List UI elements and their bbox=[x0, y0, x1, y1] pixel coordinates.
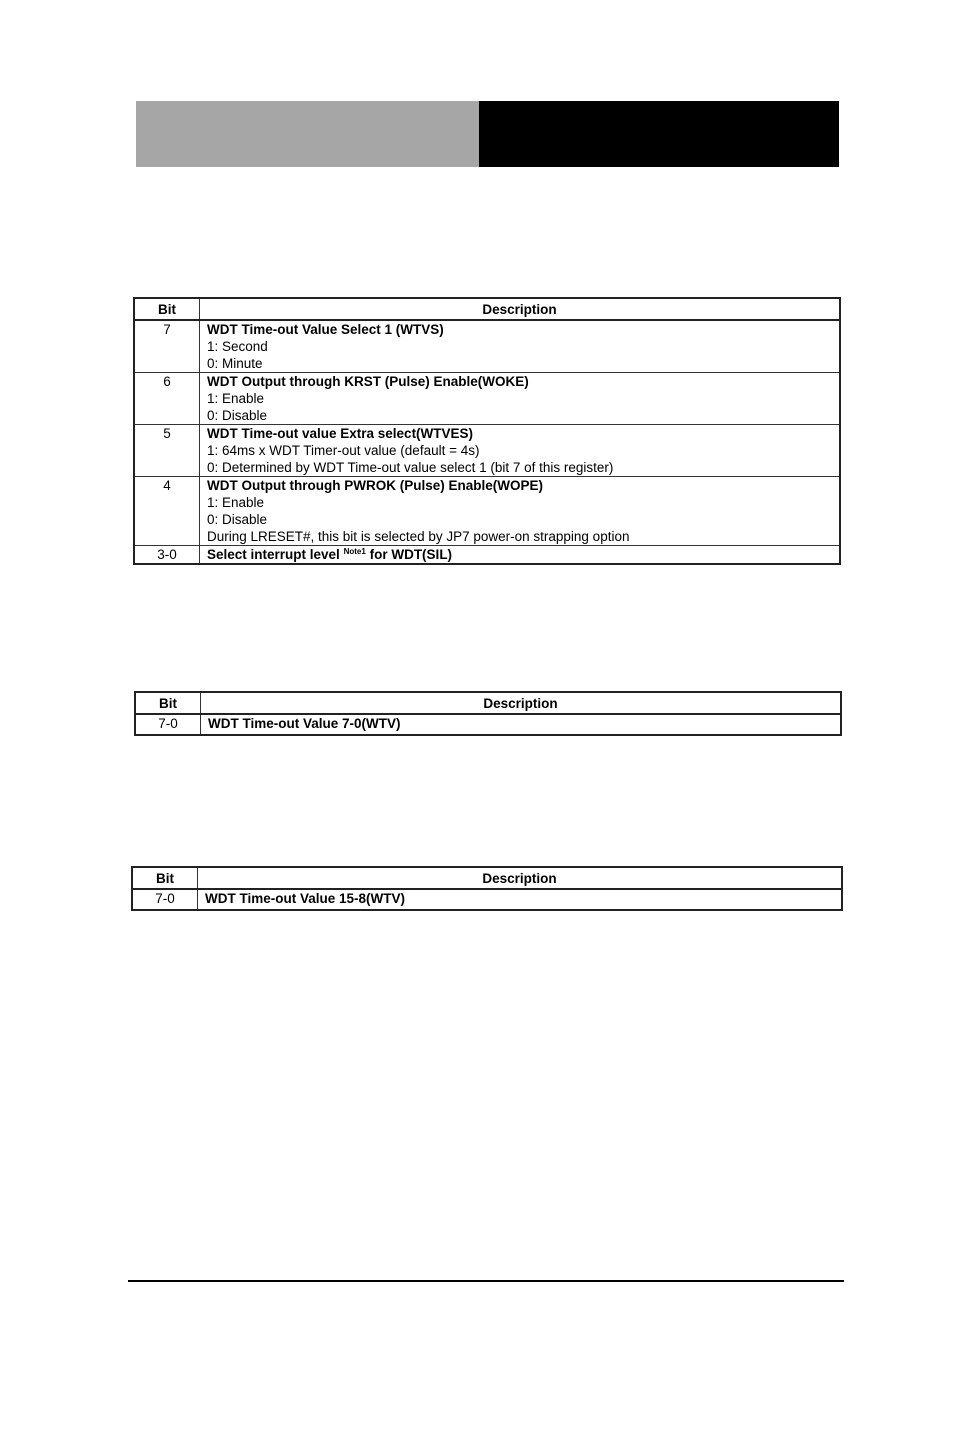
description-title: WDT Time-out Value Select 1 (WTVS) bbox=[207, 322, 444, 337]
title-text: for WDT(SIL) bbox=[369, 547, 453, 562]
description-line: 1: Second bbox=[207, 339, 268, 354]
table-row bbox=[134, 425, 840, 477]
description-cell bbox=[198, 889, 843, 910]
description-cell bbox=[200, 477, 841, 546]
description-cell bbox=[200, 546, 841, 565]
description-cell bbox=[201, 714, 842, 735]
description-cell bbox=[200, 373, 841, 425]
bit-cell: 5 bbox=[134, 425, 200, 477]
column-header-description: Description bbox=[198, 867, 843, 889]
register-table-3 bbox=[131, 866, 843, 911]
bit-cell: 4 bbox=[134, 477, 200, 546]
description-cell bbox=[200, 425, 841, 477]
description-title: WDT Time-out value Extra select(WTVES) bbox=[207, 426, 474, 441]
bit-cell: 3-0 bbox=[134, 546, 200, 565]
column-header-description: Description bbox=[200, 298, 841, 320]
description-title: WDT Time-out Value 15-8(WTV) bbox=[205, 891, 406, 906]
column-header-description: Description bbox=[201, 692, 842, 714]
title-text: Select interrupt level bbox=[207, 547, 340, 562]
header-bar-black bbox=[479, 101, 839, 167]
description-line: 1: 64ms x WDT Timer-out value (default = 4s) bbox=[207, 443, 480, 458]
column-header-bit: Bit bbox=[134, 298, 200, 320]
description-title bbox=[207, 546, 839, 563]
table-row bbox=[134, 546, 840, 565]
description-line: 0: Disable bbox=[207, 512, 268, 527]
description-title: WDT Output through PWROK (Pulse) Enable(WOPE) bbox=[207, 478, 543, 493]
table-row bbox=[135, 714, 841, 735]
description-line: 0: Disable bbox=[207, 408, 268, 423]
table-row bbox=[134, 477, 840, 546]
note-reference: Note1 bbox=[343, 547, 366, 556]
bit-cell: 7-0 bbox=[135, 714, 201, 735]
header-bar-gray bbox=[136, 101, 479, 167]
description-title: WDT Time-out Value 7-0(WTV) bbox=[208, 716, 401, 731]
description-line: 0: Determined by WDT Time-out value select 1 (bit 7 of this register) bbox=[207, 460, 614, 475]
description-line: During LRESET#, this bit is selected by JP7 power-on strapping option bbox=[207, 529, 630, 544]
description-line: 1: Enable bbox=[207, 391, 265, 406]
description-title: WDT Output through KRST (Pulse) Enable(WOKE) bbox=[207, 374, 529, 389]
description-line: 1: Enable bbox=[207, 495, 265, 510]
bit-cell: 7-0 bbox=[132, 889, 198, 910]
column-header-bit: Bit bbox=[135, 692, 201, 714]
description-line: 0: Minute bbox=[207, 356, 263, 371]
register-table-1 bbox=[133, 297, 841, 565]
bit-cell: 6 bbox=[134, 373, 200, 425]
footer-rule bbox=[128, 1280, 844, 1282]
table-row bbox=[134, 373, 840, 425]
register-table-2 bbox=[134, 691, 842, 736]
description-cell bbox=[200, 320, 841, 373]
bit-cell: 7 bbox=[134, 320, 200, 373]
column-header-bit: Bit bbox=[132, 867, 198, 889]
table-row bbox=[132, 889, 842, 910]
table-row bbox=[134, 320, 840, 373]
